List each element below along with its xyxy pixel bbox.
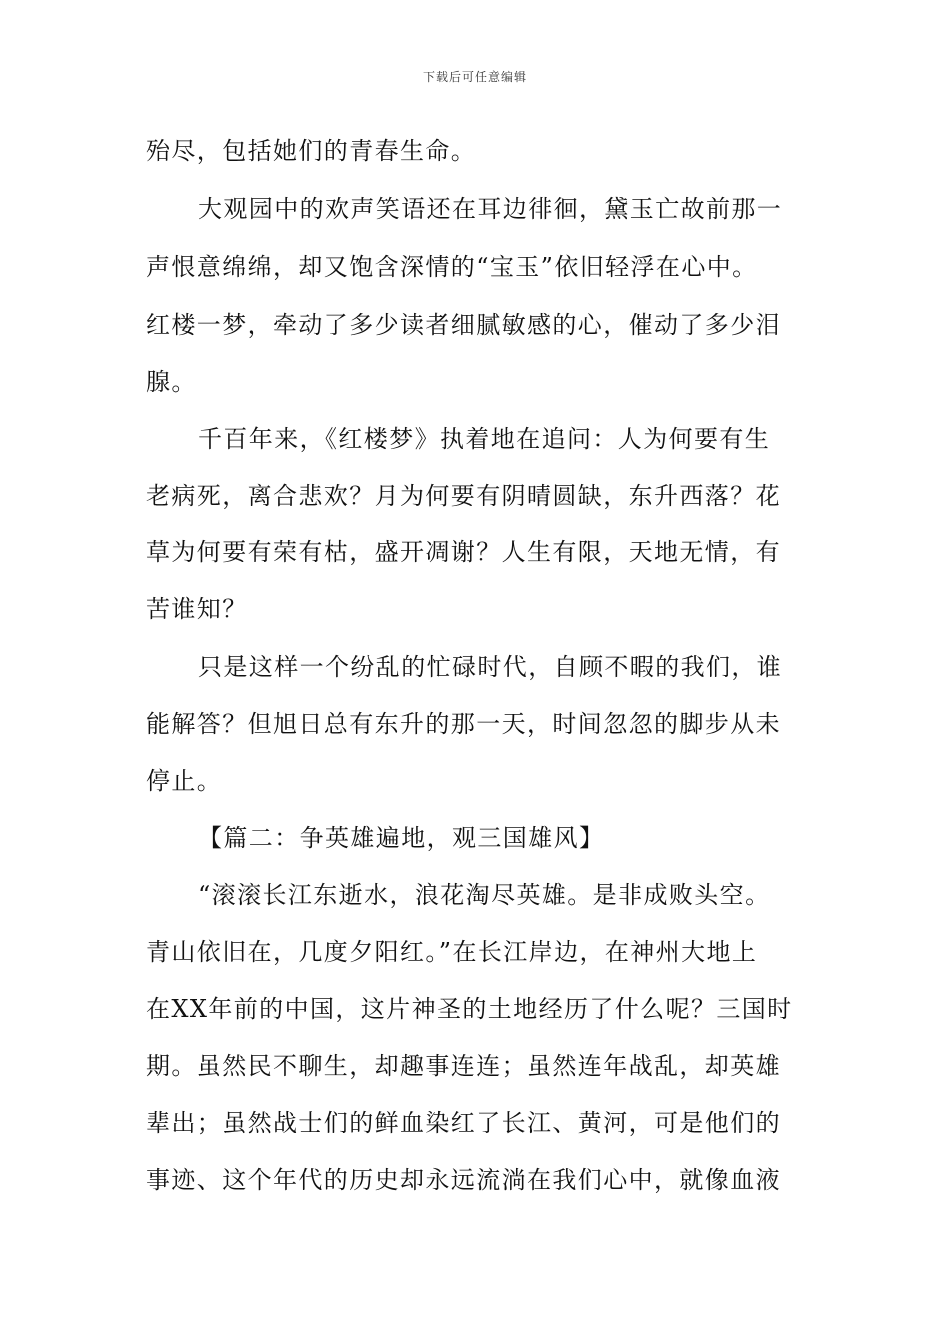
text-line: 期。虽然民不聊生，却趣事连连；虽然连年战乱，却英雄 — [146, 1052, 781, 1080]
paragraph-first-line: 千百年来，《红楼梦》执着地在追问：人为何要有生 — [198, 425, 771, 453]
text-line: 在XX年前的中国，这片神圣的土地经历了什么呢？三国时 — [146, 995, 793, 1023]
paragraph-first-line: 只是这样一个纷乱的忙碌时代，自顾不暇的我们，谁 — [198, 653, 783, 681]
text-line: 草为何要有荣有枯，盛开凋谢？人生有限，天地无情，有 — [146, 538, 781, 566]
text-line: 老病死，离合悲欢？月为何要有阴晴圆缺，东升西落？花 — [146, 482, 781, 510]
text-line: 红楼一梦，牵动了多少读者细腻敏感的心，催动了多少泪 — [146, 311, 781, 339]
text-line: 声恨意绵绵，却又饱含深情的“宝玉”依旧轻浮在心中。 — [146, 253, 758, 281]
paragraph-first-line: 大观园中的欢声笑语还在耳边徘徊，黛玉亡故前那一 — [198, 195, 783, 223]
text-line: 腺。 — [146, 368, 197, 396]
text-line: 能解答？但旭日总有东升的那一天，时间忽忽的脚步从未 — [146, 710, 781, 738]
text-line: 苦谁知？ — [146, 595, 248, 623]
paragraph-first-line: “滚滚长江东逝水，浪花淘尽英雄。是非成败头空。 — [198, 881, 771, 909]
text-line: 事迹、这个年代的历史却永远流淌在我们心中，就像血液 — [146, 1166, 781, 1194]
text-line: 辈出；虽然战士们的鲜血染红了长江、黄河，可是他们的 — [146, 1109, 781, 1137]
text-line: 停止。 — [146, 767, 223, 795]
text-line: 殆尽，包括她们的青春生命。 — [146, 137, 477, 165]
section-title: 【篇二：争英雄遍地，观三国雄风】 — [198, 824, 605, 852]
page-header: 下载后可任意编辑 — [422, 70, 527, 84]
text-line: 青山依旧在，几度夕阳红。”在长江岸边，在神州大地上 — [146, 938, 758, 966]
